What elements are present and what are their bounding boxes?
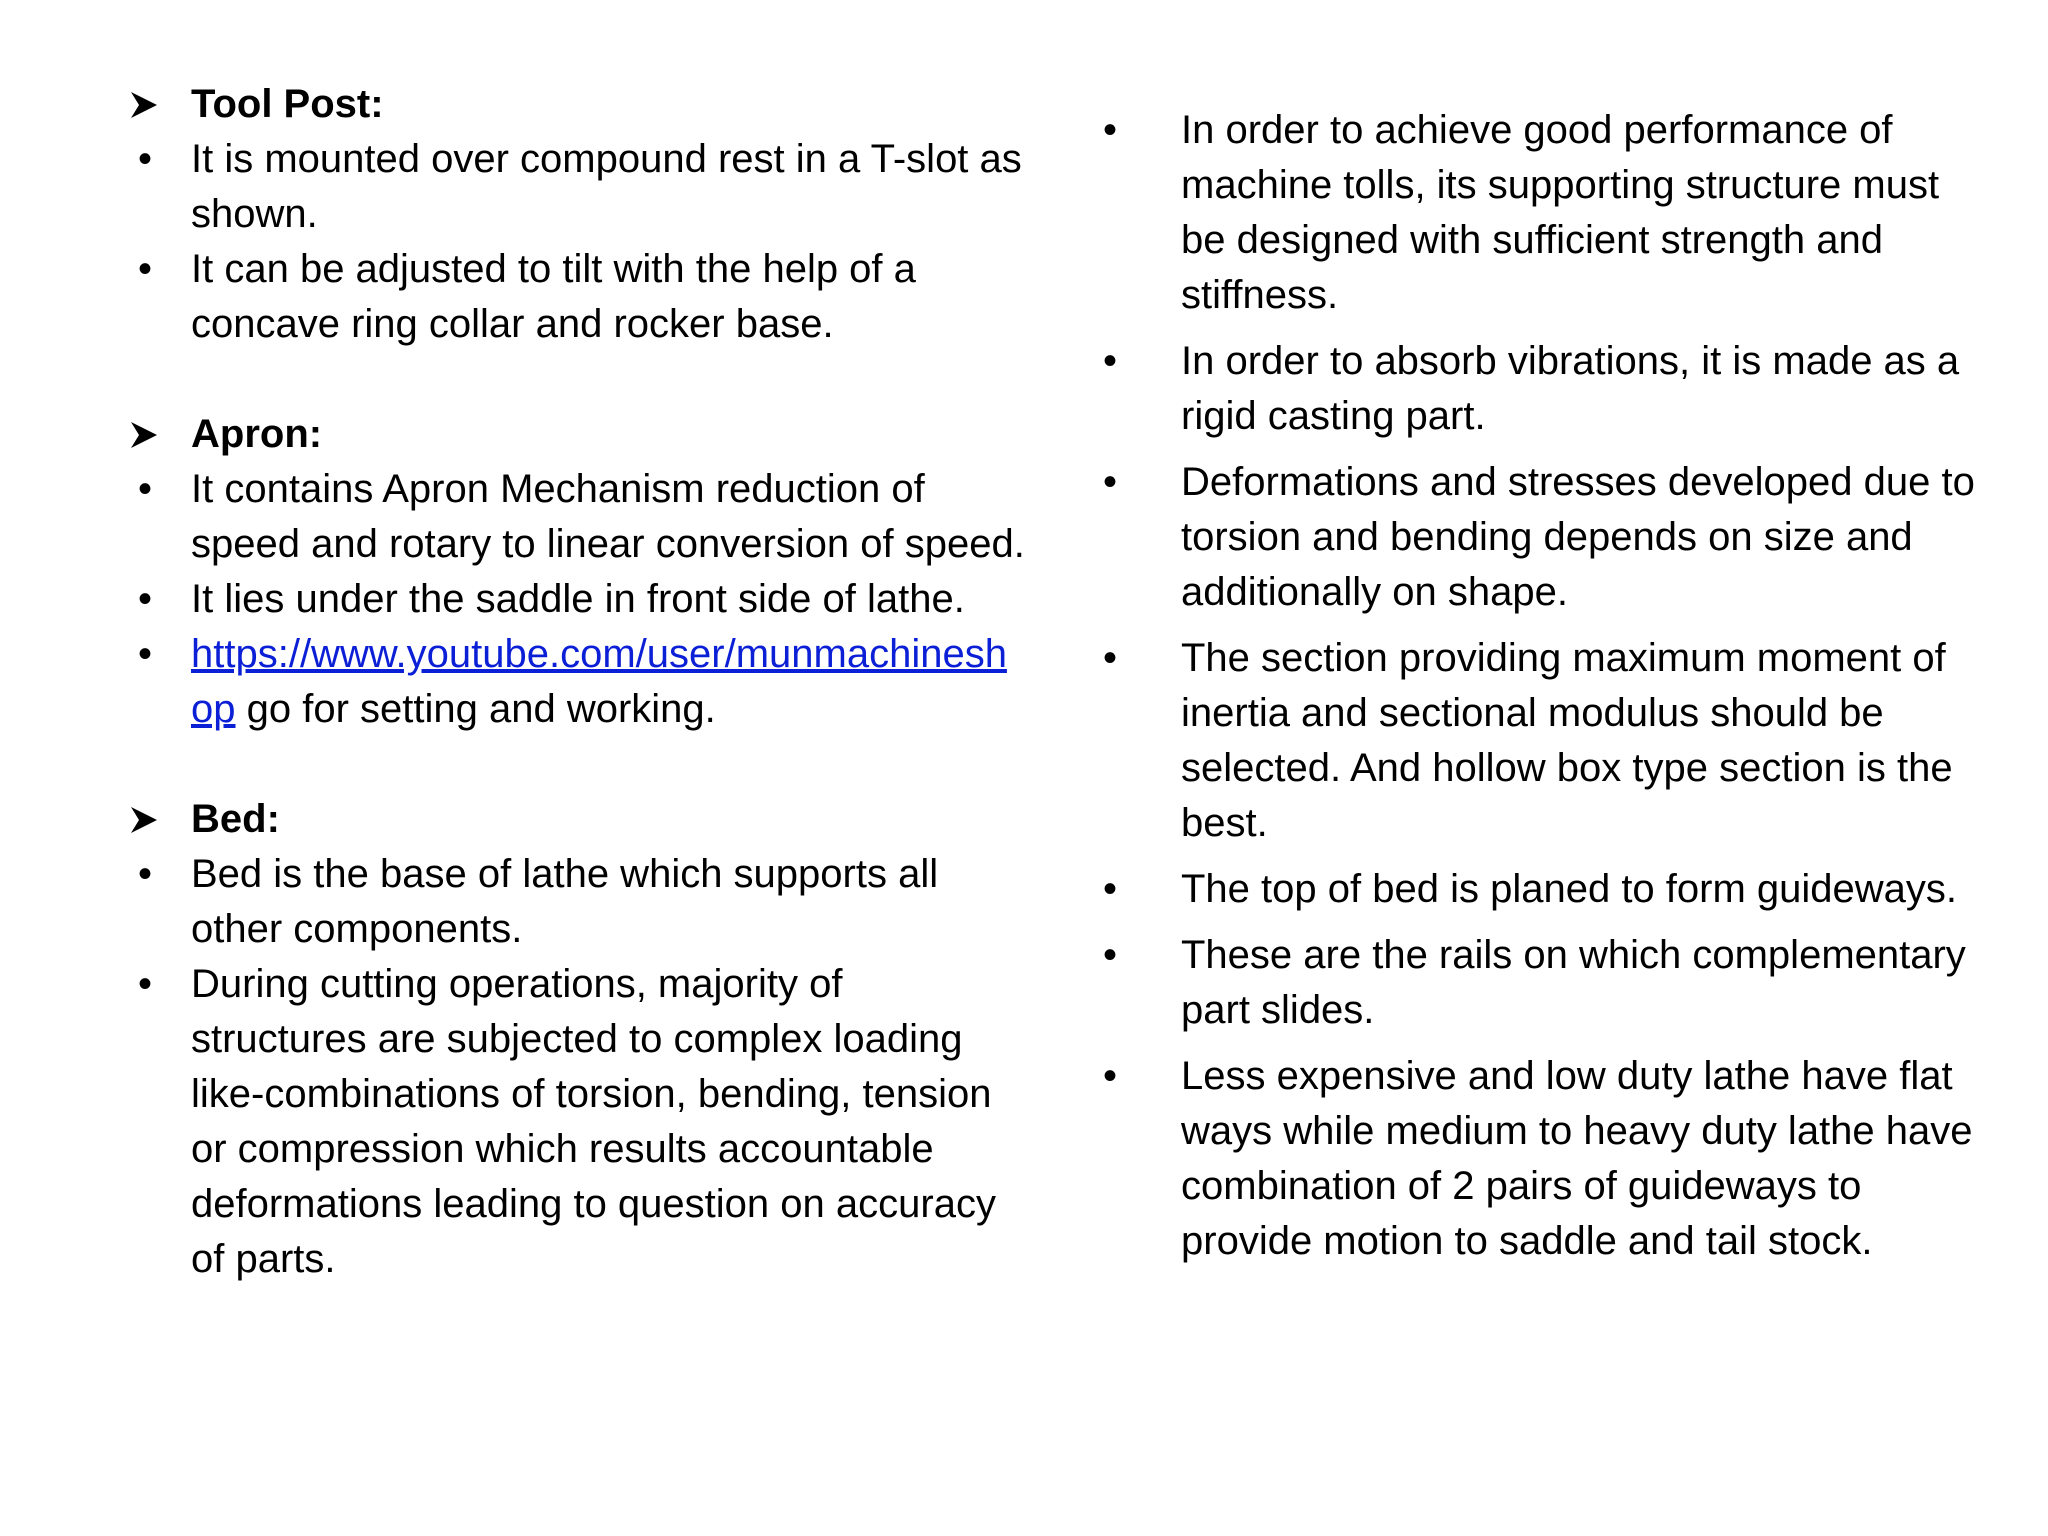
list-item — [125, 627, 1025, 737]
bullet-marker: • — [137, 137, 152, 181]
arrowhead-icon — [125, 77, 165, 120]
bullet-marker: • — [1102, 108, 1117, 152]
heading-text: Bed: — [191, 797, 280, 841]
youtube-link[interactable]: https://www.youtube.com/user/munmachineshop — [191, 632, 1007, 731]
bullet-text: It is mounted over compound rest in a T-slot as shown. — [191, 137, 1022, 236]
link-suffix-text: go for setting and working. — [235, 687, 716, 731]
heading-text: Tool Post: — [191, 82, 384, 126]
bullet-text: It lies under the saddle in front side of lathe. — [191, 577, 965, 621]
list-item — [125, 242, 1025, 352]
bullet-marker: • — [137, 467, 152, 511]
list-item — [1100, 928, 1980, 1038]
bullet-text: These are the rails on which complementary part slides. — [1181, 933, 1966, 1032]
bullet-text: It contains Apron Mechanism reduction of speed and rotary to linear conversion of speed. — [191, 467, 1025, 566]
bullet-text: The top of bed is planed to form guideways. — [1181, 867, 1958, 911]
bullet-marker: • — [1102, 867, 1117, 911]
bullet-text: During cutting operations, majority of structures are subjected to complex loading like-combinations of torsion, bending, tension or compression which results accountable deformations leading to question on accuracy of parts. — [191, 962, 996, 1281]
bullet-text: In order to absorb vibrations, it is made as a rigid casting part. — [1181, 339, 1960, 438]
bullet-marker: • — [137, 852, 152, 896]
arrowhead-icon — [125, 407, 165, 450]
left-column — [125, 77, 1025, 1287]
bullet-marker: • — [137, 247, 152, 291]
bullet-marker: • — [1102, 933, 1117, 977]
list-item — [125, 847, 1025, 957]
bullet-text: Bed is the base of lathe which supports all other components. — [191, 852, 939, 951]
right-column — [1100, 103, 1980, 1280]
spacer — [125, 737, 1025, 792]
bullet-text: Less expensive and low duty lathe have flat ways while medium to heavy duty lathe have combination of 2 pairs of guideways to provide motion to saddle and tail stock. — [1181, 1054, 1973, 1263]
list-item — [1100, 631, 1980, 851]
bullet-marker: • — [1102, 339, 1117, 383]
list-item — [1100, 334, 1980, 444]
heading-text: Apron: — [191, 412, 323, 456]
bullet-marker: • — [137, 577, 152, 621]
list-item — [1100, 103, 1980, 323]
bullet-marker: • — [1102, 460, 1117, 504]
bullet-marker: • — [137, 632, 152, 676]
bullet-text: Deformations and stresses developed due to torsion and bending depends on size and additionally on shape. — [1181, 460, 1975, 614]
list-item — [125, 132, 1025, 242]
bullet-marker: • — [1102, 636, 1117, 680]
bullet-text: It can be adjusted to tilt with the help of a concave ring collar and rocker base. — [191, 247, 916, 346]
section-heading-tool-post — [125, 77, 1025, 132]
section-heading-bed — [125, 792, 1025, 847]
list-item — [125, 572, 1025, 627]
arrowhead-icon — [125, 792, 165, 835]
list-item — [125, 957, 1025, 1287]
bullet-text: In order to achieve good performance of machine tolls, its supporting structure must be designed with sufficient strength and stiffness. — [1181, 108, 1940, 317]
list-item — [1100, 1049, 1980, 1269]
list-item — [1100, 455, 1980, 620]
bullet-text: The section providing maximum moment of inertia and sectional modulus should be selected. And hollow box type section is the best. — [1181, 636, 1953, 845]
spacer — [125, 352, 1025, 407]
bullet-marker: • — [1102, 1054, 1117, 1098]
section-heading-apron — [125, 407, 1025, 462]
list-item — [125, 462, 1025, 572]
list-item — [1100, 862, 1980, 917]
bullet-marker: • — [137, 962, 152, 1006]
